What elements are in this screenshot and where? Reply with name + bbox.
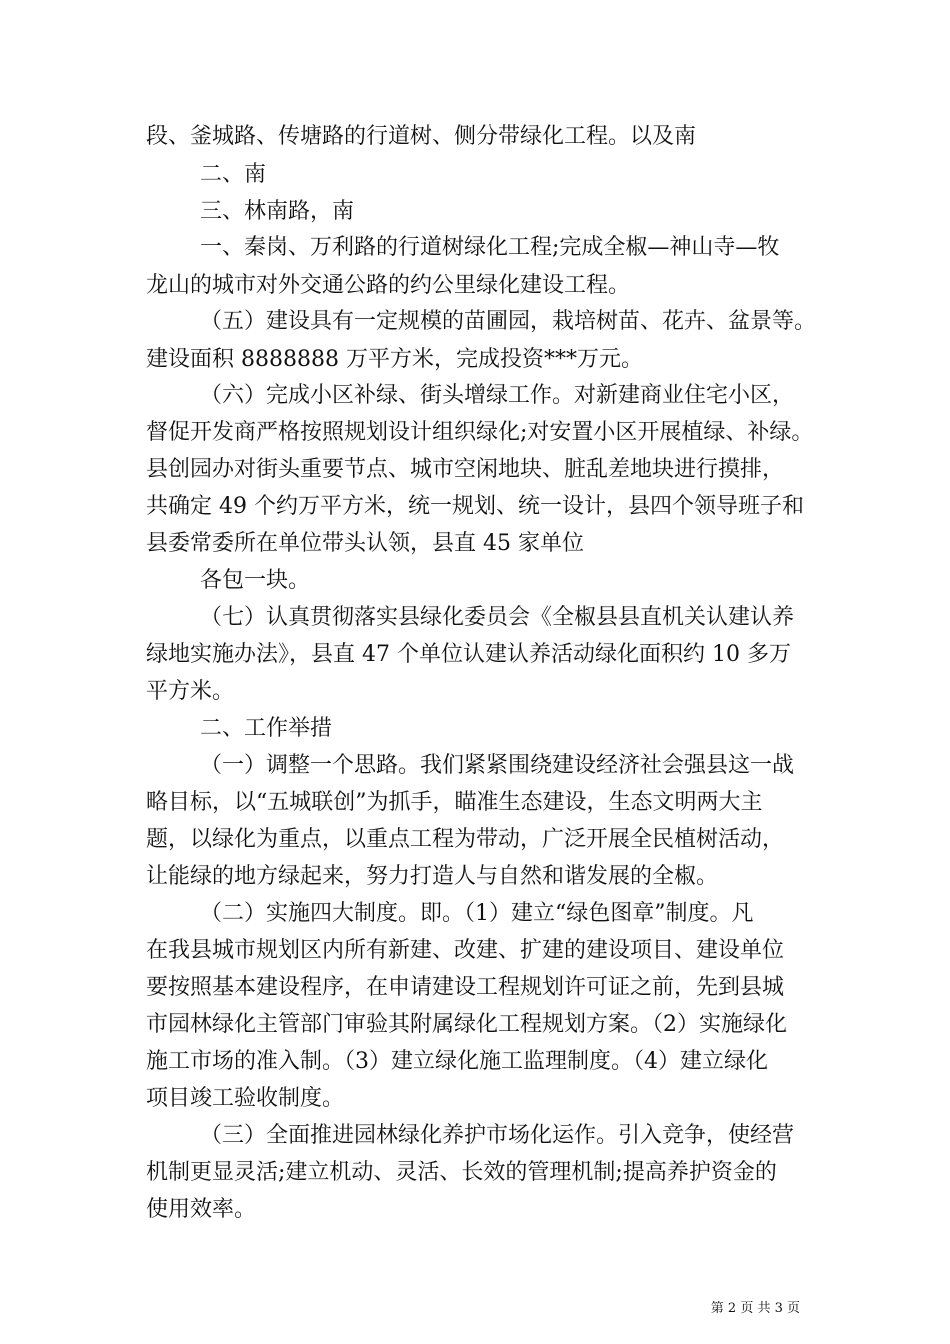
text-line: （五）建设具有一定规模的苗圃园，栽培树苗、花卉、盆景等。 [200,309,817,334]
text-line: （三）全面推进园林绿化养护市场化运作。引入竞争，使经营 [200,1123,795,1148]
text-line: 使用效率。 [146,1197,257,1222]
text-line: 各包一块。 [200,568,311,593]
text-line: 要按照基本建设程序，在申请建设工程规划许可证之前，先到县城 [146,975,785,1000]
text-line: 建设面积 8888888 万平方米，完成投资***万元。 [146,347,643,372]
text-line: 一、秦岗、万利路的行道树绿化工程;完成全椒—神山寺—牧 [200,235,780,260]
text-line: 略目标，以“五城联创”为抓手，瞄准生态建设，生态文明两大主 [146,790,763,815]
text-line: （一）调整一个思路。我们紧紧围绕建设经济社会强县这一战 [200,753,795,778]
text-line: 县委常委所在单位带头认领，县直 45 家单位 [146,531,584,556]
text-line: 施工市场的准入制。（3）建立绿化施工监理制度。（4）建立绿化 [146,1049,768,1074]
text-line: 三、林南路，南 [200,199,355,224]
text-line: 段、釜城路、传塘路的行道树、侧分带绿化工程。以及南 [146,124,697,149]
text-line: 绿地实施办法》，县直 47 个单位认建认养活动绿化面积约 10 多万 [146,642,791,667]
text-line: 项目竣工验收制度。 [146,1086,345,1111]
text-line: 县创园办对街头重要节点、城市空闲地块、脏乱差地块进行摸排， [146,457,785,482]
text-line: 在我县城市规划区内所有新建、改建、扩建的建设项目、建设单位 [146,938,785,963]
text-line: 平方米。 [146,679,235,704]
text-line: （二）实施四大制度。即。（1）建立“绿色图章”制度。凡 [200,901,754,926]
page-number-footer: 第 2 页 共 3 页 [710,1301,800,1316]
text-line: 机制更显灵活;建立机动、灵活、长效的管理机制;提高养护资金的 [146,1160,777,1185]
text-line: 共确定 49 个约万平方米，统一规划、统一设计，县四个领导班子和 [146,494,804,519]
text-line: （七）认真贯彻落实县绿化委员会《全椒县县直机关认建认养 [200,605,795,630]
text-line: 市园林绿化主管部门审验其附属绿化工程规划方案。（2）实施绿化 [146,1012,787,1037]
text-line: 督促开发商严格按照规划设计组织绿化;对安置小区开展植绿、补绿。 [146,420,814,445]
text-line: 龙山的城市对外交通公路的约公里绿化建设工程。 [146,273,631,298]
text-line: 题，以绿化为重点，以重点工程为带动，广泛开展全民植树活动， [146,827,785,852]
text-line: 二、工作举措 [200,716,333,741]
text-line: （六）完成小区补绿、街头增绿工作。对新建商业住宅小区， [200,383,795,408]
text-line: 让能绿的地方绿起来，努力打造人与自然和谐发展的全椒。 [146,864,719,889]
text-line: 二、南 [200,162,267,187]
